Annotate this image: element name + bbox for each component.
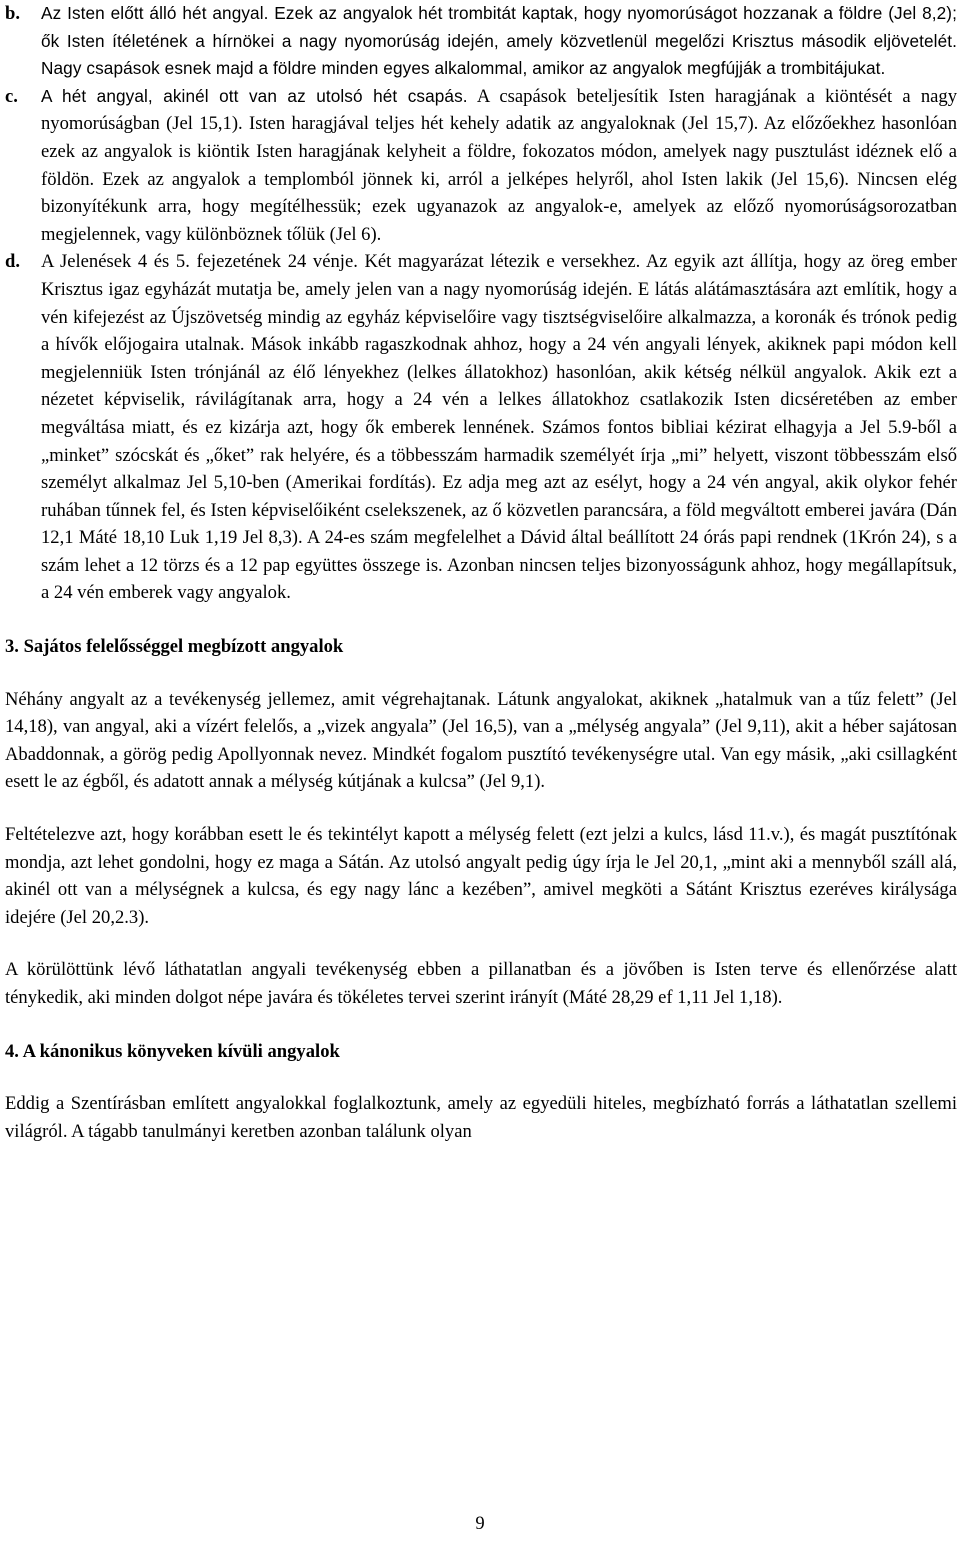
list-body-b xyxy=(41,0,957,83)
section-3-paragraph-1: Néhány angyalt az a tevékenység jellemez, amit végrehajtanak. Látunk angyalokat, akiknek „hatalmuk van a tűz felett” (Jel 14,18), van angyal, aki a vízért felelős, a „vizek angyala” (Jel 16,5), van a „mélység angyala” (Jel 9,11), akit a héber sajátosan Abaddonnak, a görög pedig Apollyonnak nevez. Mindkét fogalom pusztító tevékenységre utal. Van egy másik, „aki csillagként esett le az égből, és adatott annak a mélység kútjának a kulcsa” (Jel 9,1). xyxy=(5,688,957,793)
section-heading-3: 3. Sajátos felelősséggel megbízott angyalok xyxy=(5,636,344,658)
section-4-paragraph-1: Eddig a Szentírásban említett angyalokkal foglalkoztunk, amely az egyedüli hiteles, megbízható forrás a láthatatlan szellemi világról. A tágabb tanulmányi keretben azonban találunk olyan xyxy=(5,1093,957,1142)
document-page xyxy=(5,0,957,1145)
list-body-c xyxy=(41,83,957,249)
list-text-d: A Jelenések 4 és 5. fejezetének 24 vénje. Két magyarázat létezik e versekhez. Az egyik azt állítja, hogy az öreg ember Krisztus igaz egyházát mutatja be, amely jelen van a nagy nyomorúság idején. E látás alátámasztására azt említik, hogy a vén kifejezést az Újszövetség mindig az egyház képviselőire vagy tisztségviselőire alkalmazza, a koronák és trónok pedig a hívők előjogaira utalnak. Mások inkább ragaszkodnak ahhoz, hogy a 24 vén angyali lények, akiknek papi módon kell megjelenniük Isten trónjánál az élő lényekhez (lelkes állatokhoz) hasonlóan, akik kétség nélkül angyalok. Akik ezt a nézetet képviselik, rávilágítanak arra, hogy a 24 vén a lelkes állatokhoz csatlakozik Isten dicséretében az ember megváltása miatt, és ez kizárja azt, hogy ők emberek lennének. Számos fontos bibliai kézirat elhagyja a Jel 5.9-ből a „minket” szócskát és „őket” rak helyére, és a többesszám harmadik személyét írja „mi” helyett, viszont többesszám első személyt alkalmaz Jel 5,10-ben (Amerikai fordítás). Ez adja meg azt az esélyt, hogy a 24 vén angyal, akik olykor fehér ruhában tűnnek fel, és Isten képviselőiként cselekszenek, az ő közvetlen parancsára, a föld megváltott emberei javára (Dán 12,1 Máté 18,10 Luk 1,19 Jel 8,3). A 24-es szám megfelelhet a Dávid által beállított 24 órás papi rendnek (1Krón 24), s a szám lehet a 12 törzs és a 12 pap együttes összege is. Azonban nincsen teljes bizonyosságunk ahhoz, hogy megállapítsuk, a 24 vén emberek vagy angyalok. xyxy=(41,251,957,604)
list-marker-c: c. xyxy=(5,85,18,107)
list-item-b xyxy=(5,0,957,83)
list-text-c: A csapások beteljesítik Isten haragjának a kiöntését a nagy nyomorúságban (Jel 15,1). Isten haragjával teljes hét kehely adatik az angyaloknak (Jel 15,7). Az előzőekhez hasonlóan ezek az angyalok is kiöntik Isten haragjának kelyheit a földre, fokozatos módon, amelyek nagy pusztulást idéznek elő a földön. Ezek az angyalok a templomból jönnek ki, arról a jelképes helyről, ahol Isten lakik (Jel 15,6). Nincsen elég bizonyítékunk arra, hogy megítélhessük; ezek ugyanazok az angyalok-e, amelyek az előző nyomorúságsorozatban megjelennek, vagy különböznek tőlük (Jel 6). xyxy=(41,85,957,245)
page-number: 9 xyxy=(475,1513,485,1534)
section-3-paragraph-2: Feltételezve azt, hogy korábban esett le és tekintélyt kapott a mélység felett (ezt jelzi a kulcs, lásd 11.v.), és magát pusztítónak mondja, azt lehet gondolni, hogy ez maga a Sátán. Az utolsó angyalt pedig úgy írja le Jel 20,1, „mint aki a mennyből száll alá, akinél ott van a mélységnek a kulcsa, és egy nagy lánc a kezében”, amivel megköti a Sátánt Krisztus ezeréves királysága idejére (Jel 20,2.3). xyxy=(5,824,957,928)
list-marker-b: b. xyxy=(5,3,20,24)
section-heading-4: 4. A kánonikus könyveken kívüli angyalok xyxy=(5,1040,340,1062)
list-lead-c: A hét angyal, akinél ott van az utolsó hét csapás. xyxy=(41,85,468,106)
list-item-c xyxy=(5,83,957,249)
list-item-d xyxy=(5,248,957,607)
section-3-paragraph-3: A körülöttünk lévő láthatatlan angyali tevékenység ebben a pillanatban és a jövőben is Isten terve és ellenőrzése alatt ténykedik, aki minden dolgot népe javára és tökéletes tervei szerint irányít (Máté 28,29 ef 1,11 Jel 1,18). xyxy=(5,959,957,1008)
list-marker-d: d. xyxy=(5,251,20,273)
list-text-b: Az Isten előtt álló hét angyal. Ezek az angyalok hét trombitát kaptak, hogy nyomorúságot hozzanak a földre (Jel 8,2); ők Isten ítéletének a hírnökei a nagy nyomorúság idején, amely közvetlenül megelőzi Krisztus második eljövetelét. Nagy csapások esnek majd a földre minden egyes alkalommal, amikor az angyalok megfújják a trombitájukat. xyxy=(41,3,957,79)
